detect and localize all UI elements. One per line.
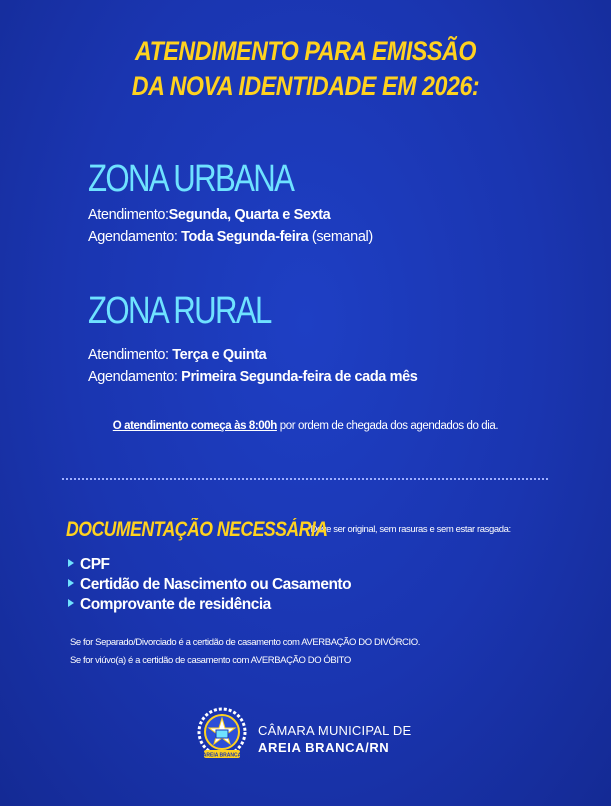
start-time-rest: por ordem de chegada dos agendados do dia.: [279, 420, 499, 432]
documents-subtitle: Deve ser original, sem rasuras e sem estar rasgada:: [310, 524, 511, 535]
documents-header: [66, 518, 511, 542]
urban-scheduling-label: Agendamento:: [88, 229, 178, 245]
rural-zone-title: ZONA RURAL: [88, 290, 271, 332]
title-line-2: DA NOVA IDENTIDADE EM 2026:: [131, 71, 480, 101]
rural-zone-section: [88, 290, 417, 388]
dotted-divider: [62, 478, 548, 480]
urban-attendance-value: Segunda, Quarta e Sexta: [168, 207, 331, 223]
bullet-triangle-icon: [68, 559, 74, 567]
documents-title: DOCUMENTAÇÃO NECESSÁRIA: [66, 518, 328, 541]
urban-attendance-label: Atendimento:: [88, 207, 169, 223]
list-item: [68, 575, 351, 595]
start-time-note: [0, 420, 611, 432]
municipal-seal-icon: [196, 706, 248, 762]
document-item-label: Comprovante de residência: [80, 596, 271, 613]
documents-list: [68, 555, 351, 615]
document-item-label: Certidão de Nascimento ou Casamento: [80, 576, 352, 593]
urban-scheduling-note: (semanal): [311, 229, 373, 245]
page-title: [43, 34, 568, 104]
urban-zone-title: ZONA URBANA: [88, 158, 294, 200]
rural-scheduling-value: Primeira Segunda-feira de cada mês: [181, 369, 418, 385]
rural-attendance-line: [88, 344, 417, 366]
urban-attendance-line: [88, 204, 373, 226]
rural-scheduling-label: Agendamento:: [88, 369, 178, 385]
rural-scheduling-line: [88, 366, 417, 388]
list-item: [68, 555, 351, 575]
bullet-triangle-icon: [68, 599, 74, 607]
footer-line-2: AREIA BRANCA/RN: [258, 740, 390, 755]
divorce-note: Se for Separado/Divorciado é a certidão de casamento com AVERBAÇÃO DO DIVÓRCIO.: [70, 637, 420, 648]
urban-zone-section: [88, 158, 373, 248]
widow-note: Se for viúvo(a) é a certidão de casamento com AVERBAÇÃO DO ÓBITO: [70, 655, 351, 666]
urban-scheduling-line: [88, 226, 373, 248]
document-item-label: CPF: [80, 556, 110, 573]
rural-attendance-value: Terça e Quinta: [172, 347, 267, 363]
bullet-triangle-icon: [68, 579, 74, 587]
rural-attendance-label: Atendimento:: [88, 347, 169, 363]
footer-line-1: CÂMARA MUNICIPAL DE: [258, 723, 412, 738]
start-time-emphasis: O atendimento começa às 8:00h: [112, 420, 277, 432]
urban-scheduling-value: Toda Segunda-feira: [181, 229, 309, 245]
footer-text: [258, 722, 411, 756]
list-item: [68, 595, 351, 615]
title-line-1: ATENDIMENTO PARA EMISSÃO: [134, 36, 477, 66]
seal-ribbon-text: AREIA BRANCA: [202, 752, 242, 759]
